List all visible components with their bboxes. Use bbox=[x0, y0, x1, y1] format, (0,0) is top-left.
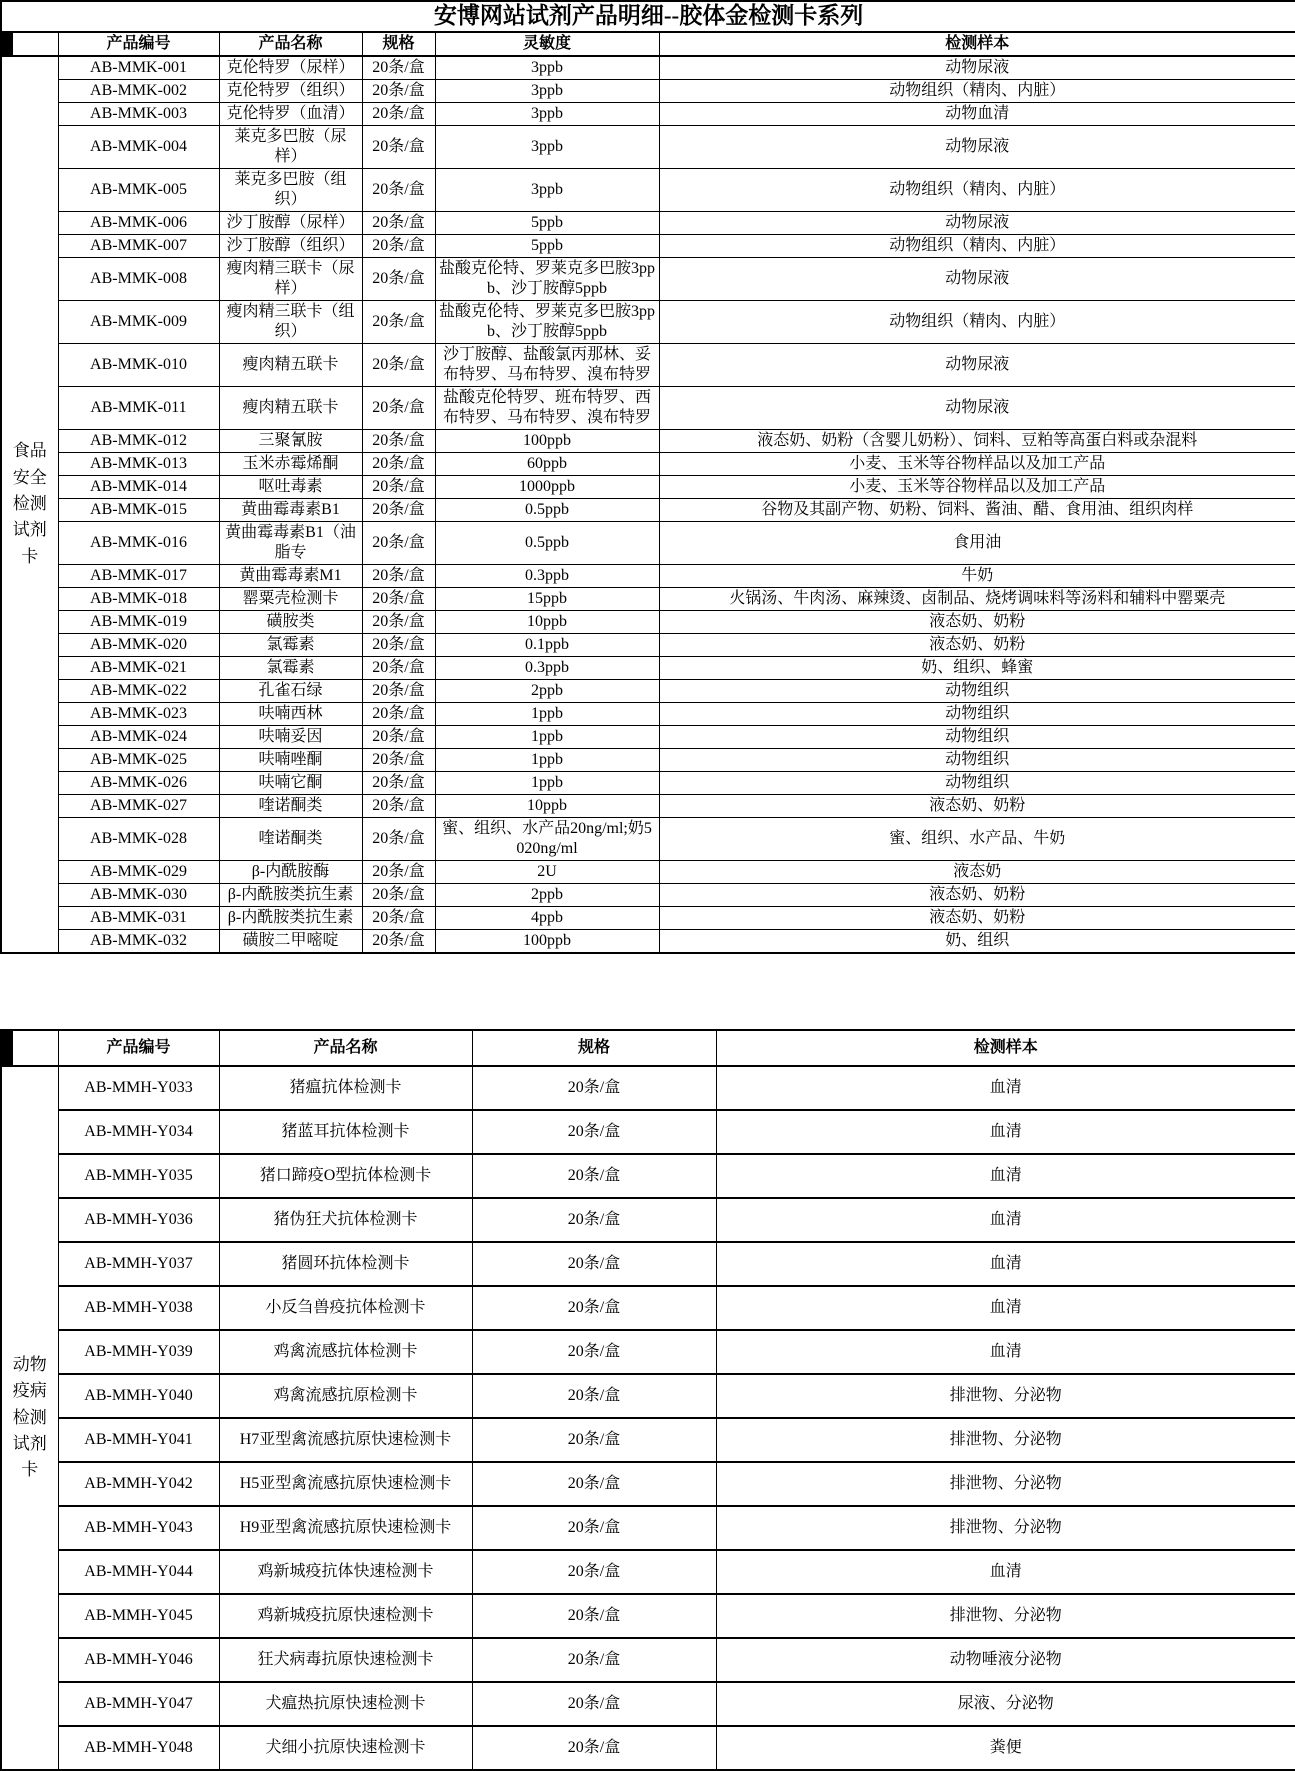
product-code-cell: AB-MMK-005 bbox=[58, 168, 219, 211]
table-row bbox=[1, 1242, 1295, 1286]
spec-cell: 20条/盒 bbox=[362, 102, 435, 125]
product-name-cell: 呋喃妥因 bbox=[219, 725, 362, 748]
spec-cell: 20条/盒 bbox=[472, 1242, 716, 1286]
spec-cell: 20条/盒 bbox=[362, 860, 435, 883]
product-code-cell: AB-MMK-029 bbox=[58, 860, 219, 883]
sensitivity-cell: 3ppb bbox=[435, 79, 659, 102]
product-code-cell: AB-MMK-015 bbox=[58, 498, 219, 521]
spec-cell: 20条/盒 bbox=[472, 1418, 716, 1462]
sample-cell: 血清 bbox=[716, 1066, 1295, 1110]
product-name-cell: 莱克多巴胺（组织） bbox=[219, 168, 362, 211]
sample-cell: 液态奶 bbox=[659, 860, 1295, 883]
table-row bbox=[1, 564, 1295, 587]
sensitivity-cell: 5ppb bbox=[435, 234, 659, 257]
product-code-cell: AB-MMK-018 bbox=[58, 587, 219, 610]
product-code-cell: AB-MMK-030 bbox=[58, 883, 219, 906]
sample-cell: 动物尿液 bbox=[659, 211, 1295, 234]
product-code-cell: AB-MMH-Y037 bbox=[58, 1242, 219, 1286]
table-row bbox=[1, 1066, 1295, 1110]
spec-cell: 20条/盒 bbox=[362, 883, 435, 906]
table-row bbox=[1, 1286, 1295, 1330]
spec-cell: 20条/盒 bbox=[362, 702, 435, 725]
sensitivity-cell: 5ppb bbox=[435, 211, 659, 234]
sensitivity-cell: 1ppb bbox=[435, 702, 659, 725]
product-code-cell: AB-MMH-Y046 bbox=[58, 1638, 219, 1682]
table-row bbox=[1, 102, 1295, 125]
product-code-cell: AB-MMK-003 bbox=[58, 102, 219, 125]
sample-cell: 血清 bbox=[716, 1110, 1295, 1154]
spec-cell: 20条/盒 bbox=[362, 794, 435, 817]
sensitivity-cell: 100ppb bbox=[435, 929, 659, 953]
product-code-cell: AB-MMH-Y043 bbox=[58, 1506, 219, 1550]
sensitivity-cell: 蜜、组织、水产品20ng/ml;奶5020ng/ml bbox=[435, 817, 659, 860]
product-name-cell: 瘦肉精五联卡 bbox=[219, 343, 362, 386]
product-name-cell: 瘦肉精三联卡（组织） bbox=[219, 300, 362, 343]
sample-cell: 动物组织 bbox=[659, 771, 1295, 794]
table-row bbox=[1, 1682, 1295, 1726]
sample-cell: 血清 bbox=[716, 1242, 1295, 1286]
sensitivity-cell: 2U bbox=[435, 860, 659, 883]
sample-cell: 动物尿液 bbox=[659, 343, 1295, 386]
sample-cell: 动物组织（精肉、内脏） bbox=[659, 168, 1295, 211]
table-row bbox=[1, 929, 1295, 953]
product-name-cell: 沙丁胺醇（组织） bbox=[219, 234, 362, 257]
sensitivity-cell: 10ppb bbox=[435, 610, 659, 633]
table-gap bbox=[0, 954, 1295, 1029]
product-name-cell: 鸡新城疫抗体快速检测卡 bbox=[219, 1550, 472, 1594]
sample-cell: 蜜、组织、水产品、牛奶 bbox=[659, 817, 1295, 860]
product-name-cell: H9亚型禽流感抗原快速检测卡 bbox=[219, 1506, 472, 1550]
sensitivity-cell: 2ppb bbox=[435, 883, 659, 906]
sample-cell: 尿液、分泌物 bbox=[716, 1682, 1295, 1726]
product-name-cell: 喹诺酮类 bbox=[219, 817, 362, 860]
column-header-spec: 规格 bbox=[362, 32, 435, 56]
table-row bbox=[1, 234, 1295, 257]
spec-cell: 20条/盒 bbox=[362, 56, 435, 80]
table-row bbox=[1, 679, 1295, 702]
spec-cell: 20条/盒 bbox=[362, 748, 435, 771]
spec-cell: 20条/盒 bbox=[472, 1154, 716, 1198]
product-name-cell: 克伦特罗（组织） bbox=[219, 79, 362, 102]
table-row bbox=[1, 211, 1295, 234]
sensitivity-cell: 0.5ppb bbox=[435, 521, 659, 564]
product-name-cell: 三聚氰胺 bbox=[219, 429, 362, 452]
product-code-cell: AB-MMH-Y038 bbox=[58, 1286, 219, 1330]
column-header-spec: 规格 bbox=[472, 1030, 716, 1066]
product-code-cell: AB-MMH-Y047 bbox=[58, 1682, 219, 1726]
table-row bbox=[1, 452, 1295, 475]
product-code-cell: AB-MMK-014 bbox=[58, 475, 219, 498]
sample-cell: 食用油 bbox=[659, 521, 1295, 564]
spec-cell: 20条/盒 bbox=[472, 1110, 716, 1154]
sample-cell: 粪便 bbox=[716, 1726, 1295, 1770]
table-row bbox=[1, 610, 1295, 633]
product-name-cell: 猪圆环抗体检测卡 bbox=[219, 1242, 472, 1286]
sample-cell: 奶、组织 bbox=[659, 929, 1295, 953]
sensitivity-cell: 1000ppb bbox=[435, 475, 659, 498]
product-name-cell: 瘦肉精五联卡 bbox=[219, 386, 362, 429]
sample-cell: 液态奶、奶粉 bbox=[659, 633, 1295, 656]
table-row bbox=[1, 1330, 1295, 1374]
product-code-cell: AB-MMH-Y036 bbox=[58, 1198, 219, 1242]
sensitivity-cell: 10ppb bbox=[435, 794, 659, 817]
product-name-cell: 呋喃唑酮 bbox=[219, 748, 362, 771]
sensitivity-cell: 盐酸克伦特罗、班布特罗、西布特罗、马布特罗、溴布特罗 bbox=[435, 386, 659, 429]
sample-cell: 血清 bbox=[716, 1154, 1295, 1198]
column-header-sensitivity: 灵敏度 bbox=[435, 32, 659, 56]
product-name-cell: 氯霉素 bbox=[219, 633, 362, 656]
table-row bbox=[1, 748, 1295, 771]
product-name-cell: 呋喃它酮 bbox=[219, 771, 362, 794]
product-name-cell: 犬细小抗原快速检测卡 bbox=[219, 1726, 472, 1770]
food-safety-header-row bbox=[1, 32, 1295, 56]
product-code-cell: AB-MMH-Y041 bbox=[58, 1418, 219, 1462]
product-code-cell: AB-MMK-008 bbox=[58, 257, 219, 300]
product-code-cell: AB-MMK-031 bbox=[58, 906, 219, 929]
product-code-cell: AB-MMH-Y035 bbox=[58, 1154, 219, 1198]
table-row bbox=[1, 633, 1295, 656]
animal-disease-table bbox=[0, 1029, 1295, 1771]
table-row bbox=[1, 1374, 1295, 1418]
product-name-cell: 小反刍兽疫抗体检测卡 bbox=[219, 1286, 472, 1330]
spec-cell: 20条/盒 bbox=[362, 343, 435, 386]
product-name-cell: β-内酰胺酶 bbox=[219, 860, 362, 883]
product-code-cell: AB-MMK-009 bbox=[58, 300, 219, 343]
spec-cell: 20条/盒 bbox=[362, 633, 435, 656]
sample-cell: 动物血清 bbox=[659, 102, 1295, 125]
sample-cell: 排泄物、分泌物 bbox=[716, 1462, 1295, 1506]
table-row bbox=[1, 56, 1295, 80]
sample-cell: 动物组织 bbox=[659, 679, 1295, 702]
column-header-product-name: 产品名称 bbox=[219, 1030, 472, 1066]
spec-cell: 20条/盒 bbox=[362, 429, 435, 452]
sample-cell: 血清 bbox=[716, 1198, 1295, 1242]
product-name-cell: 沙丁胺醇（尿样） bbox=[219, 211, 362, 234]
table-row bbox=[1, 1418, 1295, 1462]
sample-cell: 动物尿液 bbox=[659, 56, 1295, 80]
sensitivity-cell: 3ppb bbox=[435, 102, 659, 125]
product-code-cell: AB-MMK-024 bbox=[58, 725, 219, 748]
spec-cell: 20条/盒 bbox=[362, 211, 435, 234]
product-code-cell: AB-MMK-019 bbox=[58, 610, 219, 633]
spec-cell: 20条/盒 bbox=[472, 1462, 716, 1506]
category-label-food-safety: 食品安全检测试剂卡 bbox=[1, 56, 58, 953]
product-name-cell: 犬瘟热抗原快速检测卡 bbox=[219, 1682, 472, 1726]
spec-cell: 20条/盒 bbox=[472, 1726, 716, 1770]
product-code-cell: AB-MMK-010 bbox=[58, 343, 219, 386]
column-header-sample: 检测样本 bbox=[716, 1030, 1295, 1066]
table-row bbox=[1, 1110, 1295, 1154]
product-code-cell: AB-MMK-021 bbox=[58, 656, 219, 679]
corner-cell bbox=[1, 1030, 58, 1066]
product-name-cell: 磺胺类 bbox=[219, 610, 362, 633]
table-row bbox=[1, 1550, 1295, 1594]
product-code-cell: AB-MMK-013 bbox=[58, 452, 219, 475]
table-row bbox=[1, 906, 1295, 929]
sample-cell: 排泄物、分泌物 bbox=[716, 1506, 1295, 1550]
table-row bbox=[1, 794, 1295, 817]
spec-cell: 20条/盒 bbox=[472, 1286, 716, 1330]
spec-cell: 20条/盒 bbox=[472, 1374, 716, 1418]
product-code-cell: AB-MMH-Y048 bbox=[58, 1726, 219, 1770]
product-code-cell: AB-MMK-007 bbox=[58, 234, 219, 257]
product-code-cell: AB-MMK-002 bbox=[58, 79, 219, 102]
sample-cell: 血清 bbox=[716, 1330, 1295, 1374]
sensitivity-cell: 100ppb bbox=[435, 429, 659, 452]
spec-cell: 20条/盒 bbox=[362, 817, 435, 860]
spec-cell: 20条/盒 bbox=[472, 1066, 716, 1110]
table-row bbox=[1, 125, 1295, 168]
sample-cell: 动物组织（精肉、内脏） bbox=[659, 234, 1295, 257]
table-row bbox=[1, 1198, 1295, 1242]
sample-cell: 血清 bbox=[716, 1286, 1295, 1330]
product-name-cell: 呋喃西林 bbox=[219, 702, 362, 725]
sensitivity-cell: 沙丁胺醇、盐酸氯丙那林、妥布特罗、马布特罗、溴布特罗 bbox=[435, 343, 659, 386]
sensitivity-cell: 60ppb bbox=[435, 452, 659, 475]
sensitivity-cell: 盐酸克伦特、罗莱克多巴胺3ppb、沙丁胺醇5ppb bbox=[435, 257, 659, 300]
spec-cell: 20条/盒 bbox=[362, 725, 435, 748]
category-label-animal-disease: 动物疫病检测试剂卡 bbox=[1, 1066, 58, 1770]
product-name-cell: 玉米赤霉烯酮 bbox=[219, 452, 362, 475]
spec-cell: 20条/盒 bbox=[472, 1638, 716, 1682]
product-code-cell: AB-MMK-011 bbox=[58, 386, 219, 429]
spec-cell: 20条/盒 bbox=[362, 168, 435, 211]
sample-cell: 动物组织（精肉、内脏） bbox=[659, 79, 1295, 102]
sample-cell: 奶、组织、蜂蜜 bbox=[659, 656, 1295, 679]
table-row bbox=[1, 1462, 1295, 1506]
table-row bbox=[1, 860, 1295, 883]
table-row bbox=[1, 656, 1295, 679]
product-name-cell: 罂粟壳检测卡 bbox=[219, 587, 362, 610]
title-row bbox=[1, 1, 1295, 32]
sample-cell: 液态奶、奶粉（含婴儿奶粉）、饲料、豆粕等高蛋白料或杂混料 bbox=[659, 429, 1295, 452]
product-code-cell: AB-MMK-020 bbox=[58, 633, 219, 656]
spec-cell: 20条/盒 bbox=[362, 125, 435, 168]
product-code-cell: AB-MMK-023 bbox=[58, 702, 219, 725]
product-code-cell: AB-MMH-Y044 bbox=[58, 1550, 219, 1594]
spec-cell: 20条/盒 bbox=[362, 475, 435, 498]
product-name-cell: 莱克多巴胺（尿样） bbox=[219, 125, 362, 168]
spec-cell: 20条/盒 bbox=[362, 257, 435, 300]
product-name-cell: 猪瘟抗体检测卡 bbox=[219, 1066, 472, 1110]
sensitivity-cell: 盐酸克伦特、罗莱克多巴胺3ppb、沙丁胺醇5ppb bbox=[435, 300, 659, 343]
table-row bbox=[1, 343, 1295, 386]
sensitivity-cell: 1ppb bbox=[435, 725, 659, 748]
product-code-cell: AB-MMK-004 bbox=[58, 125, 219, 168]
table-row bbox=[1, 429, 1295, 452]
sensitivity-cell: 0.1ppb bbox=[435, 633, 659, 656]
sensitivity-cell: 0.3ppb bbox=[435, 656, 659, 679]
table-row bbox=[1, 725, 1295, 748]
product-code-cell: AB-MMK-001 bbox=[58, 56, 219, 80]
spec-cell: 20条/盒 bbox=[362, 521, 435, 564]
sample-cell: 液态奶、奶粉 bbox=[659, 906, 1295, 929]
spec-cell: 20条/盒 bbox=[362, 300, 435, 343]
sample-cell: 排泄物、分泌物 bbox=[716, 1374, 1295, 1418]
column-header-product-name: 产品名称 bbox=[219, 32, 362, 56]
product-code-cell: AB-MMH-Y045 bbox=[58, 1594, 219, 1638]
table-row bbox=[1, 587, 1295, 610]
sample-cell: 动物尿液 bbox=[659, 386, 1295, 429]
sensitivity-cell: 1ppb bbox=[435, 748, 659, 771]
product-name-cell: 猪口蹄疫O型抗体检测卡 bbox=[219, 1154, 472, 1198]
spec-cell: 20条/盒 bbox=[472, 1594, 716, 1638]
sensitivity-cell: 3ppb bbox=[435, 56, 659, 80]
product-name-cell: 鸡禽流感抗原检测卡 bbox=[219, 1374, 472, 1418]
table-row bbox=[1, 1638, 1295, 1682]
sensitivity-cell: 0.3ppb bbox=[435, 564, 659, 587]
spec-cell: 20条/盒 bbox=[362, 386, 435, 429]
product-name-cell: 克伦特罗（血清） bbox=[219, 102, 362, 125]
product-name-cell: 氯霉素 bbox=[219, 656, 362, 679]
corner-cell bbox=[1, 32, 58, 56]
product-name-cell: 猪蓝耳抗体检测卡 bbox=[219, 1110, 472, 1154]
spec-cell: 20条/盒 bbox=[362, 79, 435, 102]
product-name-cell: 克伦特罗（尿样） bbox=[219, 56, 362, 80]
product-code-cell: AB-MMK-032 bbox=[58, 929, 219, 953]
sample-cell: 血清 bbox=[716, 1550, 1295, 1594]
product-code-cell: AB-MMK-025 bbox=[58, 748, 219, 771]
sensitivity-cell: 0.5ppb bbox=[435, 498, 659, 521]
product-name-cell: β-内酰胺类抗生素 bbox=[219, 906, 362, 929]
column-header-product-code: 产品编号 bbox=[58, 32, 219, 56]
product-name-cell: 黄曲霉毒素B1 bbox=[219, 498, 362, 521]
sensitivity-cell: 1ppb bbox=[435, 771, 659, 794]
product-name-cell: β-内酰胺类抗生素 bbox=[219, 883, 362, 906]
table-row bbox=[1, 702, 1295, 725]
product-code-cell: AB-MMK-028 bbox=[58, 817, 219, 860]
table-row bbox=[1, 1154, 1295, 1198]
spec-cell: 20条/盒 bbox=[472, 1682, 716, 1726]
product-code-cell: AB-MMK-027 bbox=[58, 794, 219, 817]
product-name-cell: 呕吐毒素 bbox=[219, 475, 362, 498]
sample-cell: 动物组织 bbox=[659, 702, 1295, 725]
sample-cell: 排泄物、分泌物 bbox=[716, 1594, 1295, 1638]
product-code-cell: AB-MMH-Y040 bbox=[58, 1374, 219, 1418]
sensitivity-cell: 3ppb bbox=[435, 125, 659, 168]
table-row bbox=[1, 771, 1295, 794]
product-code-cell: AB-MMK-022 bbox=[58, 679, 219, 702]
sample-cell: 牛奶 bbox=[659, 564, 1295, 587]
sample-cell: 动物尿液 bbox=[659, 125, 1295, 168]
table-row bbox=[1, 1726, 1295, 1770]
sample-cell: 动物组织 bbox=[659, 748, 1295, 771]
sample-cell: 动物尿液 bbox=[659, 257, 1295, 300]
sample-cell: 小麦、玉米等谷物样品以及加工产品 bbox=[659, 452, 1295, 475]
product-code-cell: AB-MMK-012 bbox=[58, 429, 219, 452]
sensitivity-cell: 2ppb bbox=[435, 679, 659, 702]
table-row bbox=[1, 386, 1295, 429]
table-row bbox=[1, 883, 1295, 906]
spec-cell: 20条/盒 bbox=[362, 452, 435, 475]
product-code-cell: AB-MMK-016 bbox=[58, 521, 219, 564]
product-code-cell: AB-MMH-Y042 bbox=[58, 1462, 219, 1506]
table-row bbox=[1, 1594, 1295, 1638]
product-code-cell: AB-MMK-006 bbox=[58, 211, 219, 234]
spec-cell: 20条/盒 bbox=[362, 771, 435, 794]
sensitivity-cell: 15ppb bbox=[435, 587, 659, 610]
sensitivity-cell: 3ppb bbox=[435, 168, 659, 211]
table-row bbox=[1, 521, 1295, 564]
product-name-cell: 磺胺二甲嘧啶 bbox=[219, 929, 362, 953]
product-name-cell: 黄曲霉毒素B1（油脂专 bbox=[219, 521, 362, 564]
table-row bbox=[1, 817, 1295, 860]
spec-cell: 20条/盒 bbox=[362, 564, 435, 587]
product-name-cell: 孔雀石绿 bbox=[219, 679, 362, 702]
product-name-cell: H7亚型禽流感抗原快速检测卡 bbox=[219, 1418, 472, 1462]
sample-cell: 排泄物、分泌物 bbox=[716, 1418, 1295, 1462]
product-name-cell: 喹诺酮类 bbox=[219, 794, 362, 817]
spec-cell: 20条/盒 bbox=[362, 498, 435, 521]
table-row bbox=[1, 300, 1295, 343]
spec-cell: 20条/盒 bbox=[472, 1198, 716, 1242]
sensitivity-cell: 4ppb bbox=[435, 906, 659, 929]
spec-cell: 20条/盒 bbox=[362, 679, 435, 702]
sample-cell: 液态奶、奶粉 bbox=[659, 883, 1295, 906]
product-name-cell: 鸡禽流感抗体检测卡 bbox=[219, 1330, 472, 1374]
sample-cell: 谷物及其副产物、奶粉、饲料、酱油、醋、食用油、组织肉样 bbox=[659, 498, 1295, 521]
sample-cell: 火锅汤、牛肉汤、麻辣烫、卤制品、烧烤调味料等汤料和辅料中罂粟壳 bbox=[659, 587, 1295, 610]
table-row bbox=[1, 79, 1295, 102]
spec-cell: 20条/盒 bbox=[362, 234, 435, 257]
spec-cell: 20条/盒 bbox=[472, 1506, 716, 1550]
table-row bbox=[1, 475, 1295, 498]
product-code-cell: AB-MMH-Y039 bbox=[58, 1330, 219, 1374]
table-row bbox=[1, 257, 1295, 300]
page-title: 安博网站试剂产品明细--胶体金检测卡系列 bbox=[1, 1, 1295, 32]
spec-cell: 20条/盒 bbox=[362, 587, 435, 610]
product-code-cell: AB-MMK-026 bbox=[58, 771, 219, 794]
product-name-cell: 鸡新城疫抗原快速检测卡 bbox=[219, 1594, 472, 1638]
spec-cell: 20条/盒 bbox=[362, 610, 435, 633]
sample-cell: 液态奶、奶粉 bbox=[659, 794, 1295, 817]
product-code-cell: AB-MMH-Y033 bbox=[58, 1066, 219, 1110]
spec-cell: 20条/盒 bbox=[472, 1550, 716, 1594]
column-header-product-code: 产品编号 bbox=[58, 1030, 219, 1066]
animal-disease-header-row bbox=[1, 1030, 1295, 1066]
sample-cell: 小麦、玉米等谷物样品以及加工产品 bbox=[659, 475, 1295, 498]
product-code-cell: AB-MMK-017 bbox=[58, 564, 219, 587]
spec-cell: 20条/盒 bbox=[472, 1330, 716, 1374]
table-row bbox=[1, 1506, 1295, 1550]
product-name-cell: 瘦肉精三联卡（尿样） bbox=[219, 257, 362, 300]
product-name-cell: H5亚型禽流感抗原快速检测卡 bbox=[219, 1462, 472, 1506]
sample-cell: 液态奶、奶粉 bbox=[659, 610, 1295, 633]
product-name-cell: 狂犬病毒抗原快速检测卡 bbox=[219, 1638, 472, 1682]
sample-cell: 动物组织（精肉、内脏） bbox=[659, 300, 1295, 343]
table-row bbox=[1, 498, 1295, 521]
product-name-cell: 黄曲霉毒素M1 bbox=[219, 564, 362, 587]
product-code-cell: AB-MMH-Y034 bbox=[58, 1110, 219, 1154]
spec-cell: 20条/盒 bbox=[362, 906, 435, 929]
table-row bbox=[1, 168, 1295, 211]
spec-cell: 20条/盒 bbox=[362, 656, 435, 679]
column-header-sample: 检测样本 bbox=[659, 32, 1295, 56]
sample-cell: 动物唾液分泌物 bbox=[716, 1638, 1295, 1682]
spec-cell: 20条/盒 bbox=[362, 929, 435, 953]
product-name-cell: 猪伪狂犬抗体检测卡 bbox=[219, 1198, 472, 1242]
sample-cell: 动物组织 bbox=[659, 725, 1295, 748]
